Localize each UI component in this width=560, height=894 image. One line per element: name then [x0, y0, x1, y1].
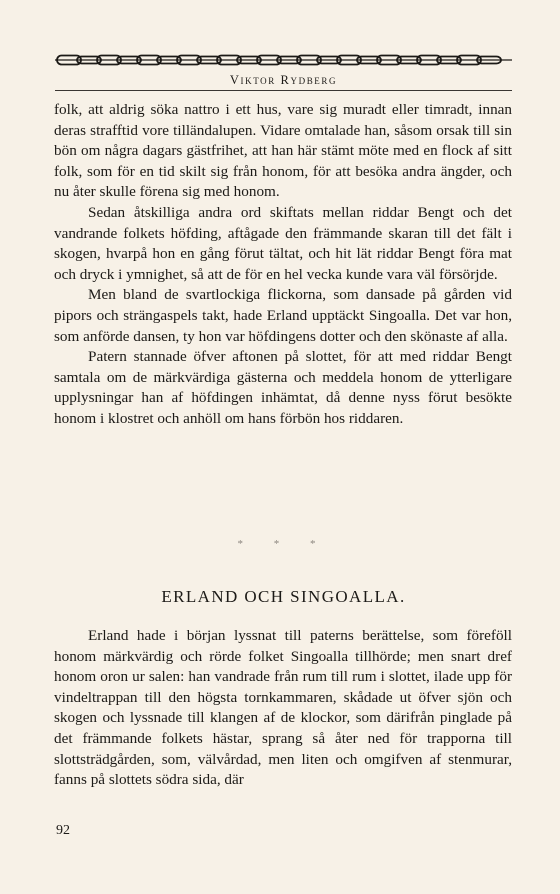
- body-text-before: [54, 100, 512, 430]
- section-break: * * *: [237, 538, 330, 550]
- paragraph: Men bland de svartlockiga flickorna, som dansade på gården vid pipors och strängaspels takt, hade Erland upptäckt Singoalla. Det var hon, som anförde dansen, ty hon var höfdingens dotter och den skönaste af alla.: [54, 286, 512, 345]
- paragraph: Patern stannade öfver aftonen på slottet, för att med riddar Bengt samtala om de märkvärdiga gästerna och meddela honom de ytterligare upplysningar han af höfdingen inhämtat, då denne nyss förut besökte honom i klostret och anhöll om hans förbön hos riddaren.: [54, 348, 512, 427]
- body-text-after: [54, 626, 512, 791]
- page-number: 92: [56, 823, 70, 838]
- header-rule: [55, 90, 512, 91]
- decorative-header-band: [55, 54, 512, 66]
- chapter-title: ERLAND OCH SINGOALLA.: [161, 587, 406, 606]
- paragraph: folk, att aldrig söka nattro i ett hus, vare sig muradt eller timradt, innan deras strafftid vore tilländalupen. Vidare omtalade han, såsom orsak till sin bön om några dagars gästfrihet, att han här stämt möte med en flock af sitt folk, som för en tid skilt sig från honom, för att besöka andra ängder, och nu åter skulle förena sig med honom.: [54, 101, 512, 201]
- paragraph: Sedan åtskilliga andra ord skiftats mellan riddar Bengt och det vandrande folkets höfding, aftågade den främmande skaran till det fält i skogen, hvarpå hon en gång förut tältat, och hit lät riddar Bengt föra mat och dryck i ymnighet, så att de för en hel vecka kunde vara väl försörjde.: [54, 203, 512, 283]
- chain-ornament-icon: [55, 54, 512, 66]
- paragraph: Erland hade i början lyssnat till paterns berättelse, som föreföll honom märkvärdig och rörde folket Singoalla tillhörde; men snart dref honom oron ur salen: han vandrade från rum till rum i slottet, ilade upp för vindeltrappan till den högsta tornkammaren, skådade ut öfver sjön och skogen och lyssnade till klangen af de klockor, som därifrån pinglade på det främmande folkets hästar, sprang så åter ned för trapporna till slottsträdgården, som, välvårdad, men liten och omgifven af stenmurar, fanns på slottets södra sida, där: [54, 627, 512, 789]
- running-head: Viktor Rydberg: [229, 73, 338, 87]
